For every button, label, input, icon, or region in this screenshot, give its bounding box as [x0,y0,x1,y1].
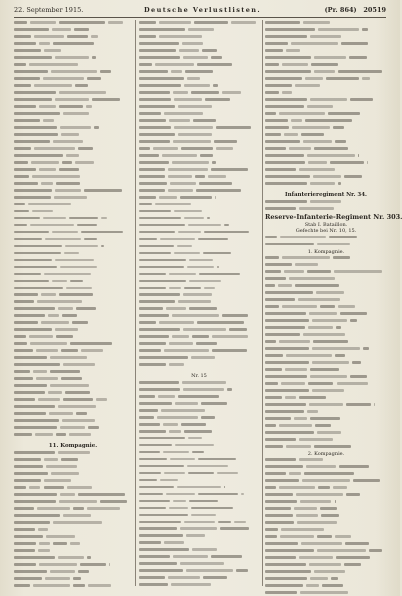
casualty-entry-line [14,404,132,409]
casualty-entry-line [265,146,387,151]
casualty-entry-line [14,167,132,172]
casualty-entry-line [265,492,387,497]
casualty-entry-line [14,244,132,249]
casualty-entry-line [265,485,387,490]
casualty-entry-line [14,334,132,339]
casualty-entry-line [265,55,387,60]
casualty-entry-line [14,97,132,102]
casualty-entry-line [265,34,387,39]
header-page-number [325,4,386,16]
casualty-entry-line [139,97,259,102]
casualty-entry-line [265,395,387,400]
casualty-entry-line [265,283,387,288]
casualty-entry-line [14,160,132,165]
casualty-entry-line [265,153,387,158]
casualty-entry-line [139,104,259,109]
casualty-entry-line [265,206,387,211]
casualty-entry-line [265,555,387,560]
casualty-entry-line [14,271,132,276]
casualty-entry-line [14,425,132,430]
casualty-entry-line [139,471,259,476]
casualty-entry-line [265,569,387,574]
casualty-entry-line [139,48,259,53]
column-divider-2 [262,20,263,586]
casualty-entry-line [265,160,387,165]
casualty-entry-line [14,383,132,388]
casualty-entry-line [14,83,132,88]
casualty-entry-line [139,299,259,304]
casualty-entry-line [265,242,387,247]
casualty-entry-line [265,409,387,414]
casualty-entry-line [139,118,259,123]
casualty-entry-line [14,111,132,116]
casualty-entry-line [265,174,387,179]
casualty-entry-line [265,430,387,435]
casualty-entry-line [139,174,259,179]
casualty-entry-line [14,450,132,455]
casualty-entry-line [265,276,387,281]
casualty-entry-line [139,306,259,311]
casualty-entry-line [139,415,259,420]
casualty-entry-line [14,534,132,539]
casualty-entry-line [265,527,387,532]
casualty-entry-line [14,397,132,402]
casualty-entry-line [139,90,259,95]
section-heading: 11. Kompagnie. [48,443,98,450]
casualty-entry-line [14,139,132,144]
casualty-entry-line [265,139,387,144]
casualty-entry-line [14,576,132,581]
casualty-entry-line [139,132,259,137]
casualty-entry-line [265,20,387,25]
casualty-entry-line [139,55,259,60]
casualty-entry-line [265,27,387,32]
section-heading: Nr. 15 [191,373,207,380]
casualty-entry-line [14,90,132,95]
section-heading: Infanterieregiment Nr. 34. [285,191,367,198]
casualty-entry-line [139,478,259,483]
section-heading: 2. Kompagnie. [307,450,345,457]
casualty-entry-line [139,320,259,325]
casualty-entry-line [14,264,132,269]
casualty-entry-line [265,304,387,309]
casualty-entry-line [139,160,259,165]
casualty-entry-line [139,408,259,413]
casualty-entry-line [265,269,387,274]
casualty-entry-line [265,325,387,330]
column-divider-1 [135,20,136,586]
casualty-entry-line [139,380,259,385]
casualty-entry-line [14,118,132,123]
casualty-entry-line [139,271,259,276]
casualty-entry-line [265,548,387,553]
casualty-entry-line [265,534,387,539]
casualty-entry-line [14,209,132,214]
casualty-entry-line [14,223,132,228]
casualty-entry-line [139,313,259,318]
casualty-entry-line [139,76,259,81]
casualty-entry-line [14,132,132,137]
casualty-entry-line [139,244,259,249]
casualty-entry-line [265,402,387,407]
casualty-entry-line [139,83,259,88]
casualty-entry-line [265,499,387,504]
casualty-entry-line [139,292,259,297]
casualty-entry-line [139,443,259,448]
casualty-entry-line [14,569,132,574]
casualty-entry-line [14,230,132,235]
casualty-entry-line [14,174,132,179]
casualty-entry-line [265,62,387,67]
casualty-entry-line [139,139,259,144]
casualty-entry-line [139,457,259,462]
casualty-entry-line [139,341,259,346]
casualty-entry-line [139,250,259,255]
casualty-entry-line [14,153,132,158]
casualty-entry-line [14,527,132,532]
casualty-entry-line [139,27,259,32]
casualty-entry-line [265,181,387,186]
casualty-entry-line [139,533,259,538]
casualty-entry-line [14,478,132,483]
casualty-entry-line [139,575,259,580]
casualty-entry-line [139,394,259,399]
section-heading: Stab I. Bataillon. [304,221,348,228]
casualty-entry-line [265,290,387,295]
casualty-entry-line [139,285,259,290]
casualty-entry-line [139,540,259,545]
casualty-entry-line [265,339,387,344]
casualty-entry-line [265,388,387,393]
casualty-entry-line [14,341,132,346]
casualty-entry-line [265,423,387,428]
casualty-entry-line [139,153,259,158]
casualty-entry-line [265,541,387,546]
casualty-entry-line [139,264,259,269]
casualty-entry-line [14,506,132,511]
casualty-entry-line [14,471,132,476]
section-heading: Reserve-Infanterie-Regiment Nr. 303. [265,212,402,221]
casualty-entry-line [14,513,132,518]
casualty-entry-line [139,491,259,496]
casualty-entry-line [14,292,132,297]
casualty-entry-line [265,199,387,204]
casualty-entry-line [14,202,132,207]
casualty-entry-line [14,432,132,437]
casualty-entry-line [14,320,132,325]
casualty-entry-line [139,327,259,332]
casualty-entry-line [14,55,132,60]
casualty-entry-line [139,181,259,186]
casualty-entry-line [14,181,132,186]
casualty-entry-line [14,188,132,193]
casualty-entry-line [139,547,259,552]
casualty-entry-line [265,104,387,109]
casualty-entry-line [14,464,132,469]
casualty-entry-line [139,526,259,531]
casualty-entry-line [14,62,132,67]
casualty-entry-line [14,104,132,109]
casualty-entry-line [14,257,132,262]
casualty-entry-line [14,278,132,283]
casualty-entry-line [139,216,259,221]
casualty-entry-line [265,132,387,137]
casualty-entry-line [265,83,387,88]
casualty-entry-line [14,285,132,290]
casualty-entry-line [139,568,259,573]
casualty-entry-line [139,429,259,434]
casualty-entry-line [265,111,387,116]
casualty-entry-line [265,332,387,337]
casualty-entry-line [14,548,132,553]
section-heading: 1. Kompagnie. [307,248,345,255]
casualty-entry-line [265,167,387,172]
page-header [14,4,386,16]
casualty-entry-line [14,355,132,360]
casualty-entry-line [14,20,132,25]
casualty-entry-line [14,48,132,53]
casualty-entry-line [139,209,259,214]
casualty-entry-line [265,297,387,302]
casualty-entry-line [139,334,259,339]
casualty-entry-line [14,376,132,381]
casualty-entry-line [139,34,259,39]
casualty-entry-line [265,76,387,81]
casualty-entry-line [14,555,132,560]
header-date: 22. September 1915. [14,6,84,14]
casualty-entry-line [139,69,259,74]
casualty-entry-line [265,311,387,316]
header-edition: (Pr. 864) [324,6,357,14]
casualty-entry-line [139,436,259,441]
casualty-entry-line [139,188,259,193]
casualty-entry-line [14,418,132,423]
casualty-entry-line [139,111,259,116]
casualty-entry-line [139,450,259,455]
casualty-entry-line [14,411,132,416]
casualty-entry-line [265,41,387,46]
casualty-entry-line [14,216,132,221]
casualty-entry-line [139,422,259,427]
casualty-entry-line [14,237,132,242]
casualty-entry-line [265,562,387,567]
casualty-entry-line [139,554,259,559]
casualty-entry-line [14,562,132,567]
casualty-entry-line [265,444,387,449]
casualty-entry-line [14,520,132,525]
casualty-entry-line [265,90,387,95]
casualty-entry-line [14,492,132,497]
casualty-entry-line [139,167,259,172]
casualty-entry-line [139,223,259,228]
casualty-entry-line [265,69,387,74]
casualty-entry-line [139,62,259,67]
casualty-entry-line [265,360,387,365]
casualty-entry-line [139,195,259,200]
casualty-entry-line [265,318,387,323]
casualty-entry-line [14,313,132,318]
casualty-entry-line [139,582,259,587]
casualty-entry-line [14,41,132,46]
casualty-entry-line [139,464,259,469]
casualty-entry-line [139,257,259,262]
casualty-entry-line [139,498,259,503]
casualty-entry-line [14,125,132,130]
casualty-entry-line [14,250,132,255]
casualty-entry-line [265,416,387,421]
casualty-entry-line [265,464,387,469]
casualty-entry-line [139,146,259,151]
casualty-entry-line [14,390,132,395]
casualty-entry-line [265,118,387,123]
casualty-entry-line [265,97,387,102]
casualty-entry-line [265,437,387,442]
casualty-entry-line [139,20,259,25]
text-column-1 [14,20,132,588]
casualty-entry-line [14,146,132,151]
casualty-entry-line [139,387,259,392]
casualty-entry-line [265,125,387,130]
casualty-entry-line [139,484,259,489]
casualty-entry-line [14,348,132,353]
casualty-entry-line [139,519,259,524]
casualty-entry-line [139,348,259,353]
casualty-entry-line [139,362,259,367]
casualty-entry-line [265,471,387,476]
casualty-entry-line [265,513,387,518]
casualty-entry-line [139,401,259,406]
casualty-entry-line [139,41,259,46]
casualty-entry-line [139,561,259,566]
casualty-entry-line [14,306,132,311]
casualty-entry-line [14,457,132,462]
casualty-entry-line [265,381,387,386]
casualty-entry-line [265,590,387,595]
header-title: Deutsche Verlustlisten. [144,6,262,14]
casualty-entry-line [139,505,259,510]
casualty-entry-line [265,346,387,351]
header-page: 20519 [363,6,386,14]
casualty-entry-line [265,457,387,462]
section-heading: Gefechte bei Nr. 10, 15. [295,228,357,235]
casualty-entry-line [265,583,387,588]
casualty-entry-line [265,235,387,240]
casualty-entry-line [14,541,132,546]
casualty-entry-line [14,76,132,81]
casualty-entry-line [14,499,132,504]
casualty-entry-line [14,327,132,332]
casualty-entry-line [265,520,387,525]
casualty-entry-line [265,367,387,372]
casualty-entry-line [14,369,132,374]
casualty-entry-line [14,362,132,367]
text-column-3 [265,20,402,588]
casualty-entry-line [14,69,132,74]
casualty-entry-line [139,237,259,242]
casualty-entry-line [14,27,132,32]
casualty-entry-line [139,230,259,235]
header-rule [14,17,386,18]
casualty-entry-line [265,506,387,511]
casualty-entry-line [265,353,387,358]
text-column-2 [139,20,259,588]
casualty-entry-line [139,202,259,207]
casualty-entry-line [265,48,387,53]
casualty-entry-line [265,262,387,267]
casualty-entry-line [14,34,132,39]
casualty-entry-line [265,478,387,483]
casualty-entry-line [14,485,132,490]
casualty-entry-line [265,374,387,379]
casualty-entry-line [139,125,259,130]
casualty-entry-line [14,583,132,588]
casualty-entry-line [139,355,259,360]
casualty-entry-line [14,195,132,200]
casualty-entry-line [14,299,132,304]
casualty-entry-line [265,255,387,260]
casualty-entry-line [139,278,259,283]
casualty-entry-line [139,512,259,517]
casualty-entry-line [265,576,387,581]
